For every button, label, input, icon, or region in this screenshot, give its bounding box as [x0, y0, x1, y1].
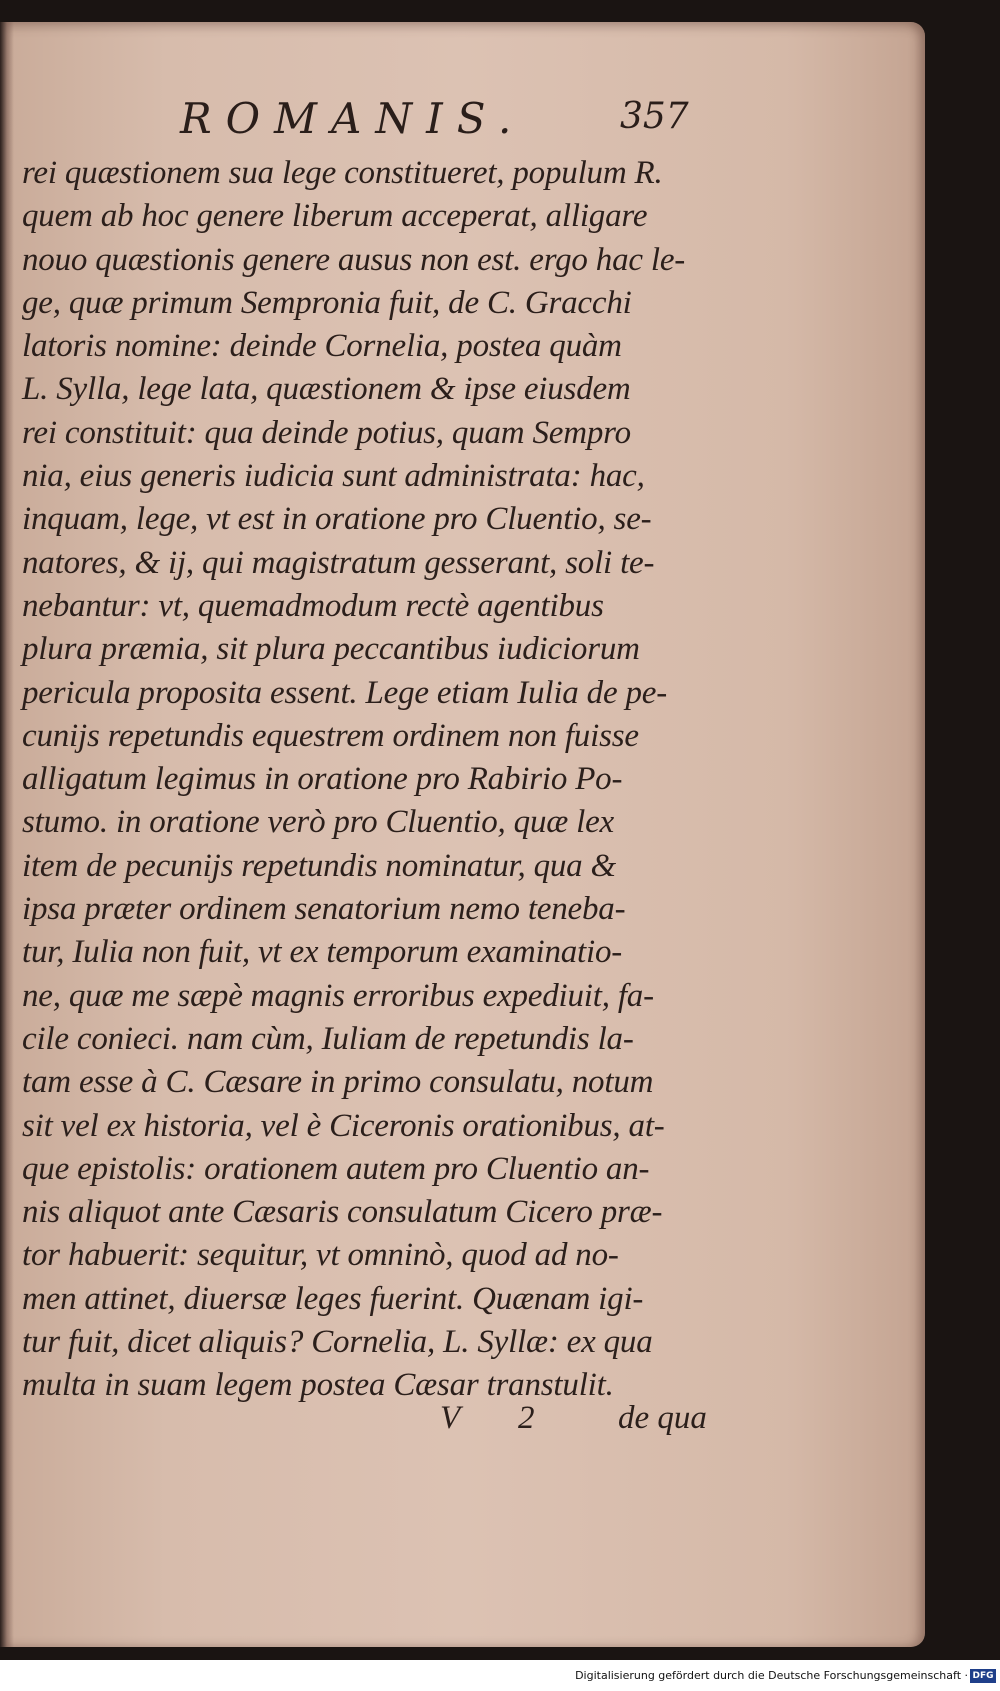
- text-line: multa in suam legem postea Cæsar transtulit.: [22, 1367, 614, 1404]
- footer-bar: [0, 1668, 1000, 1688]
- text-line: rei quæstionem sua lege constitueret, populum R.: [22, 155, 663, 191]
- text-line: plura præmia, sit plura peccantibus iudiciorum: [22, 631, 640, 668]
- text-line: natores, & ij, qui magistratum gesserant, soli te-: [22, 544, 655, 581]
- text-line: rei constituit: qua deinde potius, quam Sempro: [22, 414, 631, 451]
- text-line: nis aliquot ante Cæsaris consulatum Cicero præ-: [22, 1194, 663, 1231]
- footer-credit: Digitalisierung gefördert durch die Deutsche Forschungsgemeinschaft ·: [575, 1669, 968, 1682]
- dfg-logo: DFG: [970, 1669, 996, 1683]
- text-line: quem ab hoc genere liberum acceperat, alligare: [22, 198, 648, 235]
- text-line: nebantur: vt, quemadmodum rectè agentibus: [22, 587, 604, 624]
- page-number: 357: [620, 96, 689, 137]
- text-line: L. Sylla, lege lata, quæstionem & ipse eiusdem: [22, 371, 631, 408]
- text-line: que epistolis: orationem autem pro Cluentio an-: [22, 1150, 650, 1187]
- text-line: sit vel ex historia, vel è Ciceronis orationibus, at-: [22, 1107, 665, 1144]
- text-line: alligatum legimus in oratione pro Rabirio Po-: [22, 761, 623, 798]
- text-line: cile conieci. nam cùm, Iuliam de repetundis la-: [22, 1020, 634, 1057]
- text-line: cunijs repetundis equestrem ordinem non fuisse: [22, 717, 639, 754]
- text-line: nia, eius generis iudicia sunt administrata: hac,: [22, 458, 645, 495]
- text-line: nouo quæstionis genere ausus non est. ergo hac le-: [22, 241, 686, 278]
- text-line: ne, quæ me sæpè magnis erroribus expediuit, fa-: [22, 977, 654, 1014]
- text-line: stumo. in oratione verò pro Cluentio, quæ lex: [22, 804, 614, 841]
- text-line: pericula proposita essent. Lege etiam Iulia de pe-: [22, 674, 667, 711]
- text-line: ge, quæ primum Sempronia fuit, de C. Gracchi: [22, 284, 632, 321]
- running-head-title: ROMANIS.: [180, 94, 526, 143]
- text-line: tur, Iulia non fuit, vt ex temporum examinatio-: [22, 934, 623, 971]
- text-line: tur fuit, dicet aliquis? Cornelia, L. Syllæ: ex qua: [22, 1324, 653, 1361]
- text-line: item de pecunijs repetundis nominatur, qua &: [22, 847, 616, 884]
- text-line: tor habuerit: sequitur, vt omninò, quod ad no-: [22, 1237, 619, 1274]
- catchword-line: [440, 1400, 740, 1444]
- text-line: tam esse à C. Cæsare in primo consulatu, notum: [22, 1064, 654, 1101]
- book-page: [0, 22, 925, 1647]
- text-line: latoris nomine: deinde Cornelia, postea quàm: [22, 328, 622, 365]
- text-line: ipsa præter ordinem senatorium nemo teneba-: [22, 891, 626, 928]
- text-line: men attinet, diuersæ leges fuerint. Quænam igi-: [22, 1280, 644, 1317]
- body-text: [22, 152, 722, 1408]
- text-line: inquam, lege, vt est in oratione pro Cluentio, se-: [22, 501, 652, 538]
- signature-mark: V: [440, 1400, 461, 1436]
- signature-number: 2: [518, 1400, 535, 1436]
- running-head: [0, 94, 925, 158]
- catchword: de qua: [618, 1400, 707, 1436]
